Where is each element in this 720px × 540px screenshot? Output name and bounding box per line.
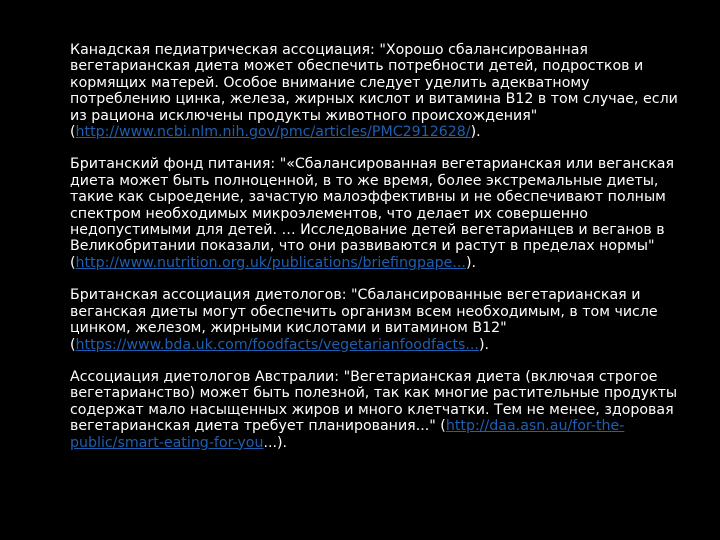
quote-dietitians-association-australia [70,369,682,451]
quote-closing: ). [478,336,489,353]
quote-british-dietetic-association [70,287,682,353]
quote-text: Канадская педиатрическая ассоциация: "Хорошо сбалансированная вегетарианская диета может обеспечить потребности детей, подростков и кормящих матерей. Особое внимание следует уделить адекватному потреблению цинка, железа, жирных кислот и витамина В12 в том случае, если из рациона исключены продукты животного происхождения" ( [70,42,678,141]
quote-closing: ...). [263,434,288,451]
quote-british-nutrition-foundation [70,156,682,271]
quote-canadian-pediatric-society [70,42,682,140]
source-link[interactable]: http://www.ncbi.nlm.nih.gov/pmc/articles/PMC2912628/ [75,124,471,141]
source-link[interactable]: http://daa.asn.au/for-the-public/smart-eating-for-you [70,418,625,451]
quote-text: Британская ассоциация диетологов: "Сбалансированные вегетарианская и веганская диеты могут обеспечить организм всем необходимым, в том числе цинком, железом, жирными кислотами и витамином В12" ( [70,287,658,353]
source-link[interactable]: http://www.nutrition.org.uk/publications/briefingpape... [75,254,466,271]
quote-closing: ). [465,254,476,271]
quote-closing: ). [470,124,481,141]
quote-text: Британский фонд питания: "«Сбалансированная вегетарианская или веганская диета может быть полноценной, в то же время, более экстремальные диеты, такие как сыроедение, зачастую малоэффективны и не обеспечивают полным спектром необходимых микроэлементов, что делает их совершенно недопустимыми для детей. … Исследование детей вегетарианцев и веганов в Великобритании показали, что они развиваются и растут в пределах нормы" ( [70,156,675,271]
slide-content [70,42,682,467]
quote-text: Ассоциация диетологов Австралии: "Вегетарианская диета (включая строгое вегетарианство) может быть полезной, так как многие растительные продукты содержат мало насыщенных жиров и много клетчатки. Тем не менее, здоровая вегетарианская диета требует планирования..." ( [70,368,678,435]
source-link[interactable]: https://www.bda.uk.com/foodfacts/vegetarianfoodfacts... [75,336,479,353]
